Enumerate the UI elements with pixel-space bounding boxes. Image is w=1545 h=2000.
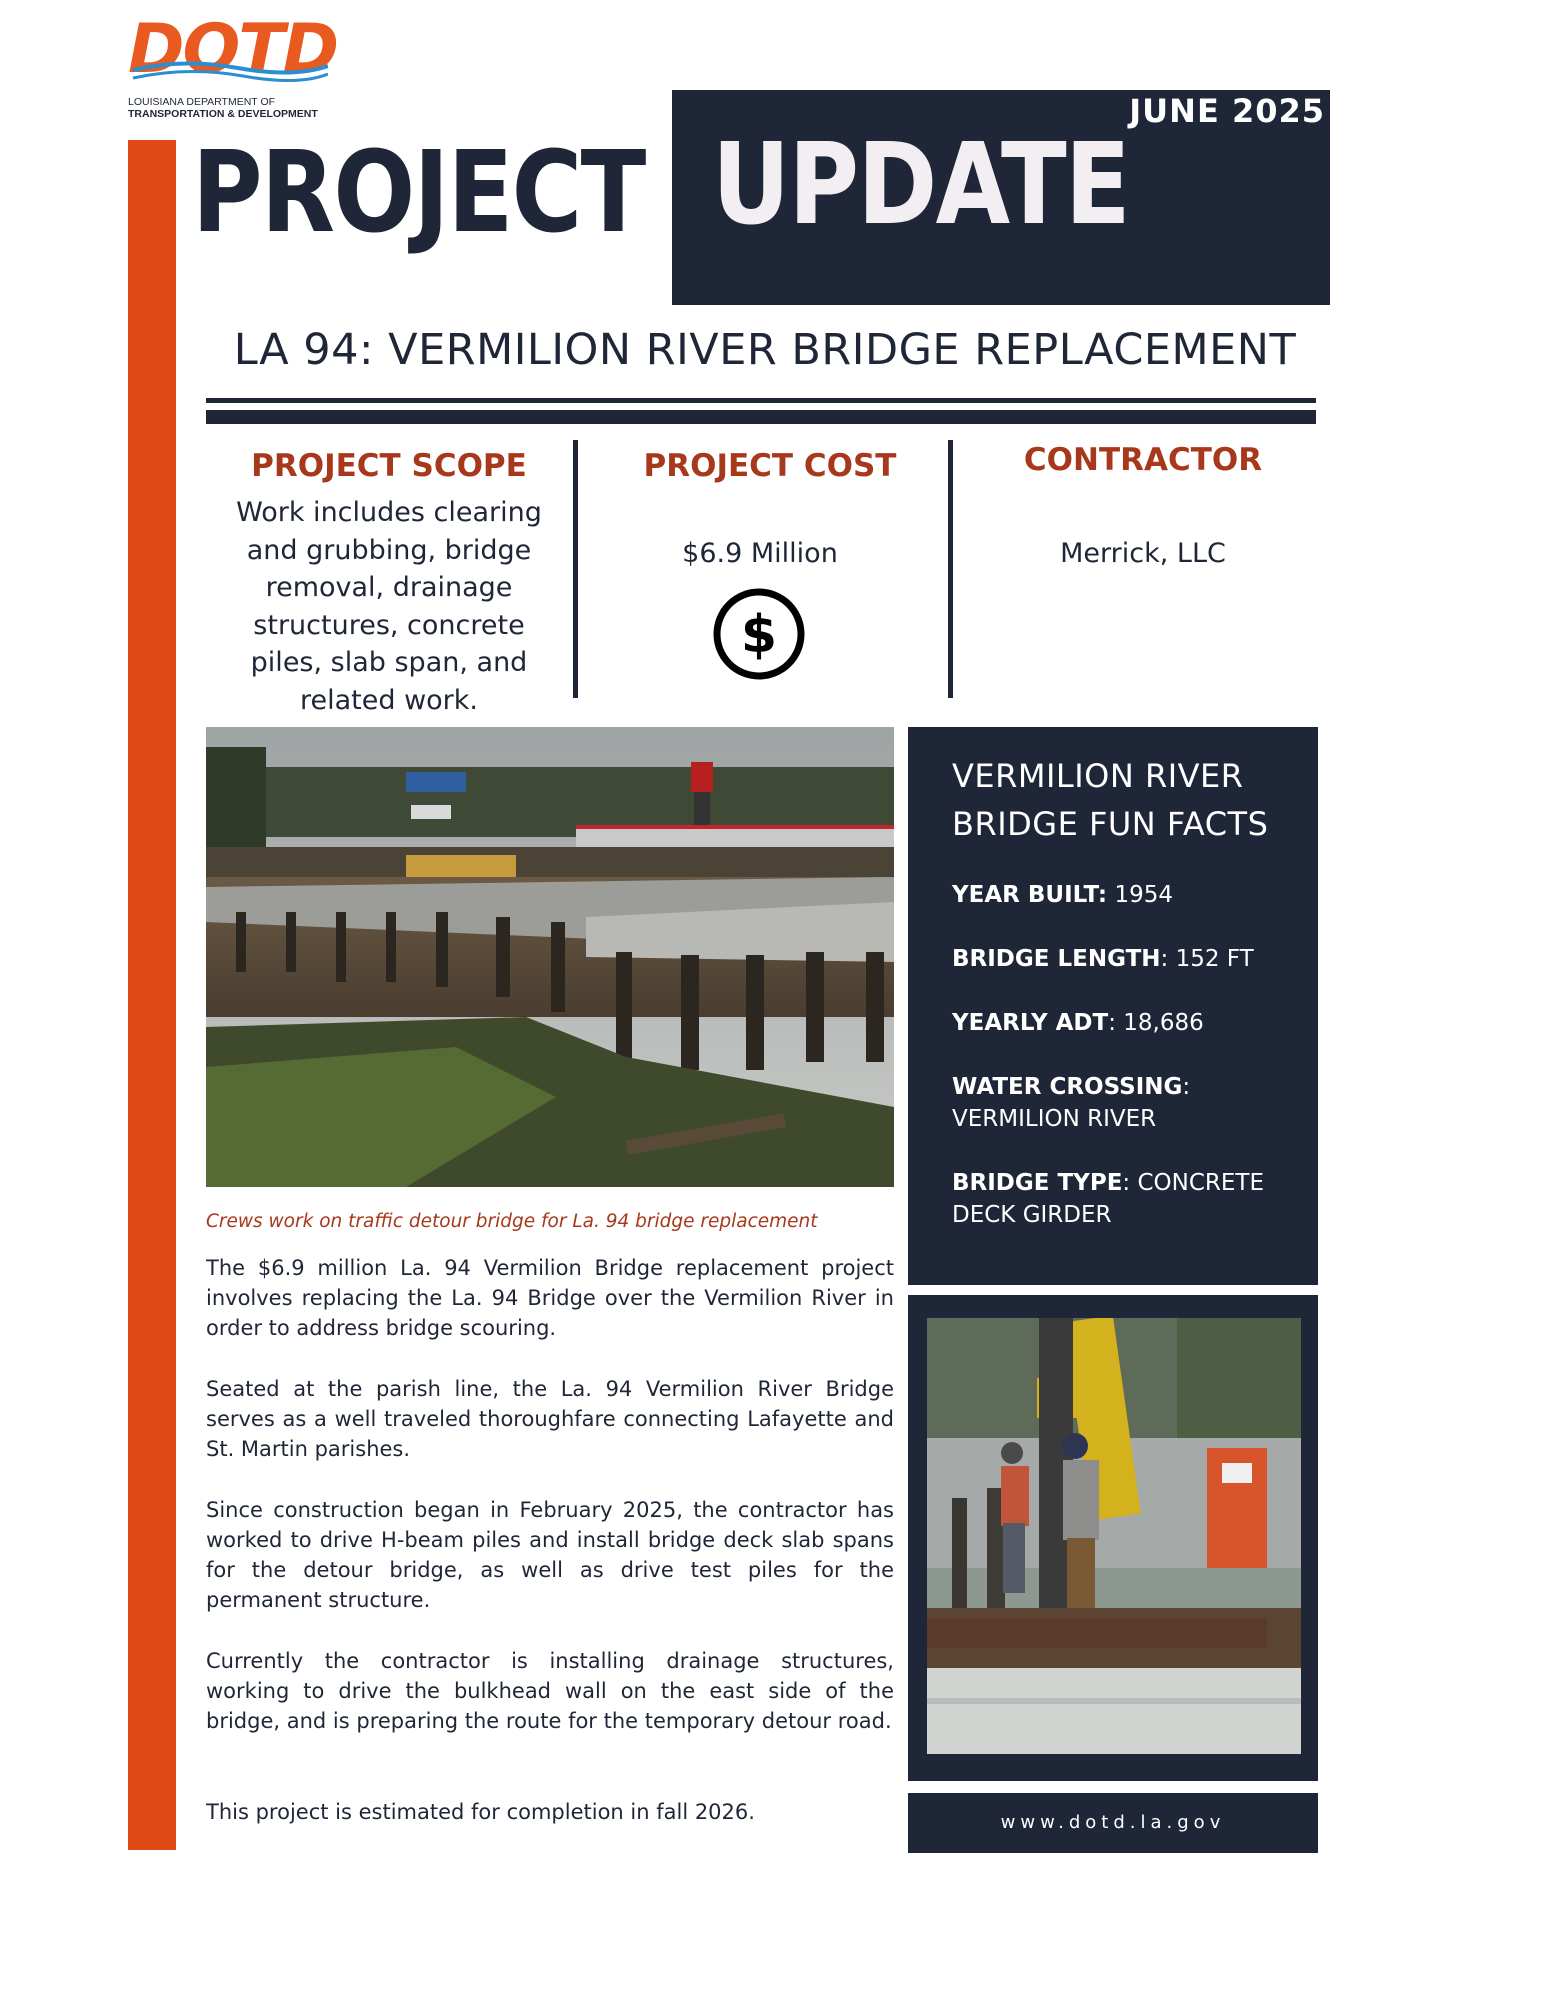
fact-value: VERMILION RIVER — [952, 1106, 1157, 1132]
logo-line1: LOUISIANA DEPARTMENT OF — [128, 96, 276, 108]
project-subtitle: LA 94: VERMILION RIVER BRIDGE REPLACEMENT — [233, 325, 1297, 375]
divider-thick — [206, 410, 1316, 424]
scope-text — [206, 494, 572, 719]
photo-caption: Crews work on traffic detour bridge for La. 94 bridge replacement — [206, 1211, 818, 1232]
scope-line: removal, drainage — [265, 572, 513, 603]
accent-bar — [128, 140, 176, 1850]
dotd-logo — [128, 10, 338, 120]
contractor-heading: CONTRACTOR — [1023, 442, 1263, 478]
fact-value: DECK GIRDER — [952, 1202, 1112, 1228]
website-link[interactable]: www.dotd.la.gov — [1000, 1812, 1226, 1833]
fun-facts-title-line: VERMILION RIVER — [952, 757, 1244, 795]
fact-value: : 18,686 — [1108, 1010, 1204, 1036]
fact-year-built — [952, 879, 1292, 911]
body-paragraph: Currently the contractor is installing drainage structures, working to drive the bulkhead wall on the east side of the bridge, and is preparing the route for the temporary detour road. — [206, 1649, 894, 1733]
cost-value: $6.9 Million — [682, 538, 838, 569]
column-divider — [573, 440, 578, 698]
pile-driving-photo — [927, 1318, 1301, 1754]
body-paragraph: Since construction began in February 2025, the contractor has worked to drive H-beam piles and install bridge deck slab spans for the detour bridge, as well as drive test piles for the permanent structure. — [206, 1498, 894, 1612]
svg-text:$: $ — [740, 605, 778, 665]
issue-date: JUNE 2025 — [1129, 92, 1325, 130]
logo-line2: TRANSPORTATION & DEVELOPMENT — [128, 108, 318, 120]
scope-line: piles, slab span, and — [250, 647, 528, 678]
column-divider — [948, 440, 953, 698]
fact-value: : CONCRETE — [1122, 1170, 1264, 1196]
logo-waves-icon — [128, 56, 328, 86]
title-update: UPDATE — [712, 120, 1130, 250]
body-paragraph: Seated at the parish line, the La. 94 Vermilion River Bridge serves as a well traveled thoroughfare connecting Lafayette and St. Martin parishes. — [206, 1377, 894, 1461]
fun-facts-title — [952, 752, 1312, 848]
scope-line: and grubbing, bridge — [246, 534, 532, 566]
fact-bridge-length — [952, 943, 1292, 975]
divider-thin — [206, 398, 1316, 403]
fun-facts-title-line: BRIDGE FUN FACTS — [952, 805, 1269, 843]
detour-bridge-photo — [206, 727, 894, 1187]
contractor-value: Merrick, LLC — [1060, 538, 1226, 569]
dollar-circle-icon — [711, 586, 807, 682]
fact-water-crossing — [952, 1071, 1292, 1135]
body-paragraph: The $6.9 million La. 94 Vermilion Bridge replacement project involves replacing the La. 94 Bridge over the Vermilion River in order to address bridge scouring. — [206, 1256, 894, 1340]
cost-heading: PROJECT COST — [643, 448, 897, 484]
fact-value: : — [1182, 1074, 1191, 1100]
fact-value: : 152 FT — [1160, 946, 1254, 972]
scope-line: structures, concrete — [253, 609, 525, 641]
title-project: PROJECT — [192, 128, 645, 258]
scope-line: Work includes clearing — [236, 497, 542, 528]
scope-line: related work. — [299, 684, 478, 716]
fact-value: 1954 — [1107, 882, 1173, 908]
fact-yearly-adt — [952, 1007, 1292, 1039]
fact-label: BRIDGE TYPE — [952, 1170, 1123, 1196]
fact-label: BRIDGE LENGTH — [952, 946, 1161, 972]
fact-label: YEAR BUILT: — [952, 882, 1108, 908]
body-paragraph: This project is estimated for completion in fall 2026. — [206, 1800, 755, 1824]
fact-label: WATER CROSSING — [952, 1074, 1183, 1100]
scope-heading: PROJECT SCOPE — [251, 448, 527, 484]
fact-bridge-type — [952, 1167, 1292, 1231]
logo-wordmark: DOTD — [128, 10, 338, 89]
fact-label: YEARLY ADT — [952, 1010, 1109, 1036]
